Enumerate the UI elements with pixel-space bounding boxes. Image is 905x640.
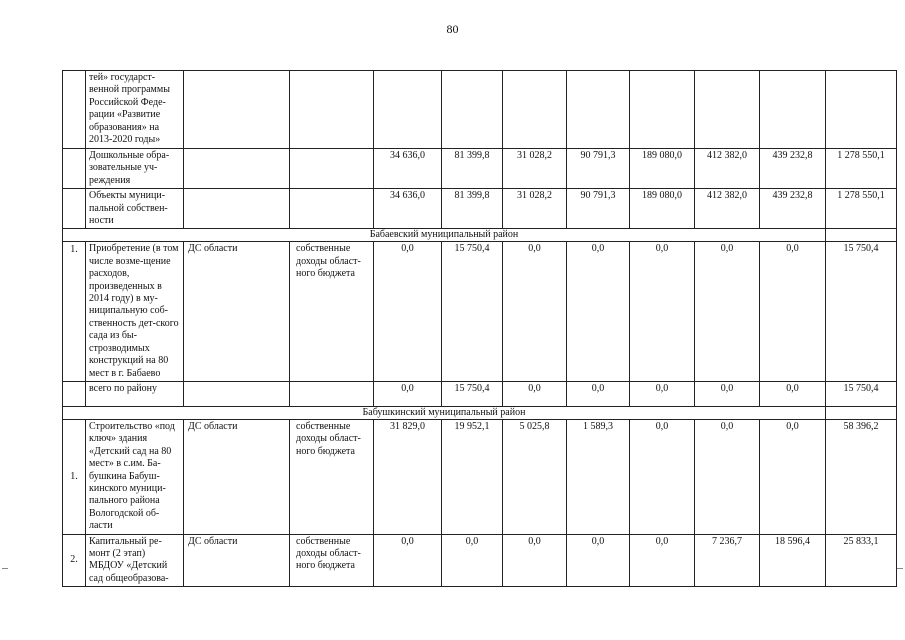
- value-cell: 0,0: [630, 381, 695, 406]
- value-cell: 15 750,4: [826, 381, 897, 406]
- value-cell: 439 232,8: [760, 149, 826, 189]
- value-cell: 412 382,0: [695, 189, 760, 229]
- value-cell: 31 028,2: [503, 149, 567, 189]
- value-cell: 19 952,1: [442, 419, 503, 534]
- funding-type: [290, 381, 374, 406]
- table-row: [63, 149, 897, 189]
- section-row: [63, 406, 897, 419]
- value-cell: 0,0: [503, 242, 567, 381]
- scan-edge-mark: [897, 568, 903, 570]
- value-cell: 15 750,4: [442, 242, 503, 381]
- funding-type: [290, 149, 374, 189]
- value-cell: 5 025,8: [503, 419, 567, 534]
- value-cell: 15 750,4: [442, 381, 503, 406]
- table-row: [63, 242, 897, 381]
- value-cell: 34 636,0: [374, 149, 442, 189]
- value-cell: 0,0: [695, 381, 760, 406]
- funding-source: ДС области: [184, 419, 290, 534]
- section-title: Бабаевский муниципальный район: [63, 229, 826, 242]
- value-cell: [630, 71, 695, 149]
- value-cell: 0,0: [695, 419, 760, 534]
- value-cell: 1 278 550,1: [826, 189, 897, 229]
- value-cell: 412 382,0: [695, 149, 760, 189]
- value-cell: 189 080,0: [630, 189, 695, 229]
- value-cell: 0,0: [695, 242, 760, 381]
- value-cell: 15 750,4: [826, 242, 897, 381]
- value-cell: 0,0: [760, 419, 826, 534]
- value-cell: [503, 71, 567, 149]
- funding-type: [290, 189, 374, 229]
- item-name: Строительство «под ключ» здания «Детский сад на 80 мест» в с.им. Ба-бушкина Бабуш-кинского муници-пального района Вологодской об-ласти: [86, 419, 184, 534]
- value-cell: 31 829,0: [374, 419, 442, 534]
- value-cell: 1 278 550,1: [826, 149, 897, 189]
- row-number: [63, 189, 86, 229]
- value-cell: 90 791,3: [567, 149, 630, 189]
- page-number: 80: [446, 22, 459, 36]
- value-cell: 34 636,0: [374, 189, 442, 229]
- value-cell: 0,0: [503, 534, 567, 587]
- value-cell: 0,0: [760, 242, 826, 381]
- value-cell: 7 236,7: [695, 534, 760, 587]
- value-cell: 0,0: [630, 242, 695, 381]
- item-name: всего по району: [86, 381, 184, 406]
- value-cell: 18 596,4: [760, 534, 826, 587]
- table-row: [63, 381, 897, 406]
- value-cell: [695, 71, 760, 149]
- value-cell: 0,0: [630, 419, 695, 534]
- value-cell: 0,0: [374, 242, 442, 381]
- table-row: [63, 534, 897, 587]
- value-cell: 439 232,8: [760, 189, 826, 229]
- value-cell: [442, 71, 503, 149]
- value-cell: [374, 71, 442, 149]
- value-cell: 58 396,2: [826, 419, 897, 534]
- item-name: Дошкольные обра-зовательные уч-реждения: [86, 149, 184, 189]
- value-cell: [826, 71, 897, 149]
- value-cell: 81 399,8: [442, 149, 503, 189]
- section-title: Бабушкинский муниципальный район: [63, 406, 826, 419]
- section-row: [63, 229, 897, 242]
- value-cell: 90 791,3: [567, 189, 630, 229]
- value-cell: 0,0: [374, 534, 442, 587]
- value-cell: 0,0: [760, 381, 826, 406]
- value-cell: 0,0: [567, 534, 630, 587]
- value-cell: [567, 71, 630, 149]
- section-empty-cell: [826, 406, 897, 419]
- funding-source: [184, 71, 290, 149]
- value-cell: 81 399,8: [442, 189, 503, 229]
- value-cell: 0,0: [567, 381, 630, 406]
- value-cell: 189 080,0: [630, 149, 695, 189]
- budget-table: [62, 70, 897, 587]
- row-number: 1.: [63, 419, 86, 534]
- item-name: тей» государст-венной программы Российской Феде-рации «Развитие образования» на 2013-2020 годы»: [86, 71, 184, 149]
- row-number: [63, 381, 86, 406]
- value-cell: 25 833,1: [826, 534, 897, 587]
- value-cell: 0,0: [567, 242, 630, 381]
- value-cell: 0,0: [503, 381, 567, 406]
- funding-type: собственные доходы област-ного бюджета: [290, 242, 374, 381]
- section-empty-cell: [826, 229, 897, 242]
- funding-source: [184, 381, 290, 406]
- funding-source: [184, 149, 290, 189]
- item-name: Объекты муници-пальной собствен-ности: [86, 189, 184, 229]
- funding-type: собственные доходы област-ного бюджета: [290, 534, 374, 587]
- funding-source: ДС области: [184, 242, 290, 381]
- value-cell: 0,0: [374, 381, 442, 406]
- funding-source: [184, 189, 290, 229]
- scan-edge-mark: [2, 568, 8, 570]
- value-cell: 1 589,3: [567, 419, 630, 534]
- funding-type: [290, 71, 374, 149]
- table-row: [63, 419, 897, 534]
- value-cell: 0,0: [630, 534, 695, 587]
- row-number: 2.: [63, 534, 86, 587]
- value-cell: 0,0: [442, 534, 503, 587]
- funding-type: собственные доходы област-ного бюджета: [290, 419, 374, 534]
- item-name: Капитальный ре-монт (2 этап) МБДОУ «Детский сад общеобразова-: [86, 534, 184, 587]
- table-row: [63, 71, 897, 149]
- row-number: [63, 71, 86, 149]
- row-number: [63, 149, 86, 189]
- value-cell: 31 028,2: [503, 189, 567, 229]
- funding-source: ДС области: [184, 534, 290, 587]
- row-number: 1.: [63, 242, 86, 381]
- item-name: Приобретение (в том числе возме-щение расходов, произведенных в 2014 году) в му-ниципальную соб-ственность дет-ского сада из бы-строзводимых конструкций на 80 мест в г. Бабаево: [86, 242, 184, 381]
- table-row: [63, 189, 897, 229]
- value-cell: [760, 71, 826, 149]
